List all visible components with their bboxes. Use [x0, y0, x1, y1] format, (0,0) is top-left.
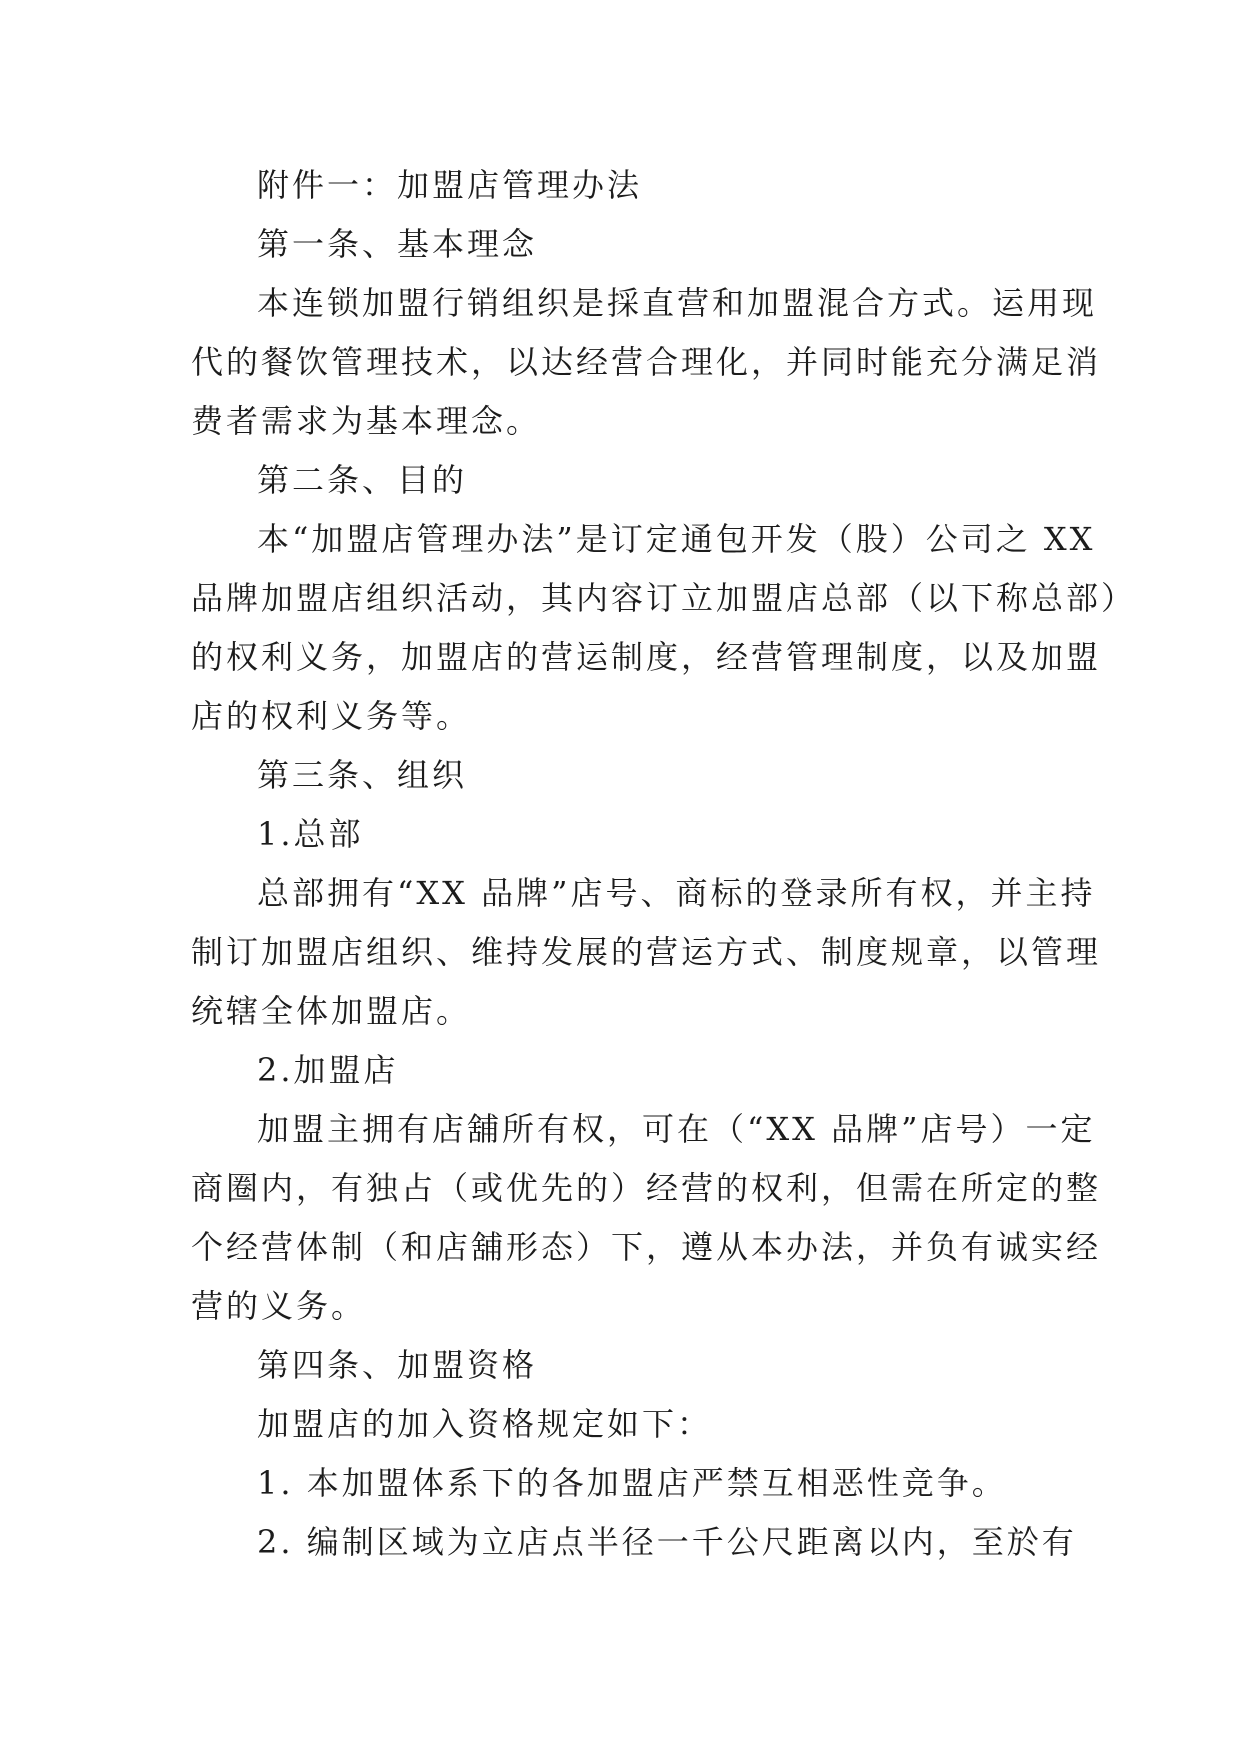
text-line: 营的义务。 — [191, 1287, 367, 1325]
text-line: 本连锁加盟行销组织是採直营和加盟混合方式。运用现 — [257, 284, 1098, 322]
text-line: 第四条、加盟资格 — [257, 1346, 538, 1384]
text-line: 品牌加盟店组织活动，其内容订立加盟店总部（以下称总部） — [191, 579, 1137, 617]
text-line: 代的餐饮管理技术，以达经营合理化，并同时能充分满足消 — [191, 343, 1102, 381]
text-line: 加盟主拥有店舖所有权，可在（“XX 品牌”店号）一定 — [257, 1110, 1096, 1148]
text-line: 店的权利义务等。 — [191, 697, 472, 735]
text-line: 统辖全体加盟店。 — [191, 992, 472, 1030]
text-line: 加盟店的加入资格规定如下： — [257, 1405, 713, 1443]
text-line: 附件一：加盟店管理办法 — [257, 166, 643, 204]
text-line: 2.加盟店 — [257, 1051, 399, 1089]
text-line: 1.总部 — [257, 815, 364, 853]
text-line: 第一条、基本理念 — [257, 225, 538, 263]
text-line: 1. 本加盟体系下的各加盟店严禁互相恶性竞争。 — [257, 1464, 1007, 1502]
text-line: 本“加盟店管理办法”是订定通包开发（股）公司之 XX — [257, 520, 1096, 558]
text-line: 商圈内，有独占（或优先的）经营的权利，但需在所定的整 — [191, 1169, 1102, 1207]
text-line: 2. 编制区域为立店点半径一千公尺距离以内，至於有 — [257, 1523, 1077, 1561]
document-body — [191, 156, 1137, 1572]
text-line: 制订加盟店组织、维持发展的营运方式、制度规章，以管理 — [191, 933, 1102, 971]
text-line: 费者需求为基本理念。 — [191, 402, 542, 440]
text-line: 第二条、目的 — [257, 461, 468, 499]
text-line: 总部拥有“XX 品牌”店号、商标的登录所有权，并主持 — [257, 874, 1096, 912]
text-line: 第三条、组织 — [257, 756, 468, 794]
text-line: 的权利义务，加盟店的营运制度，经营管理制度，以及加盟 — [191, 638, 1102, 676]
text-line: 个经营体制（和店舖形态）下，遵从本办法，并负有诚实经 — [191, 1228, 1102, 1266]
